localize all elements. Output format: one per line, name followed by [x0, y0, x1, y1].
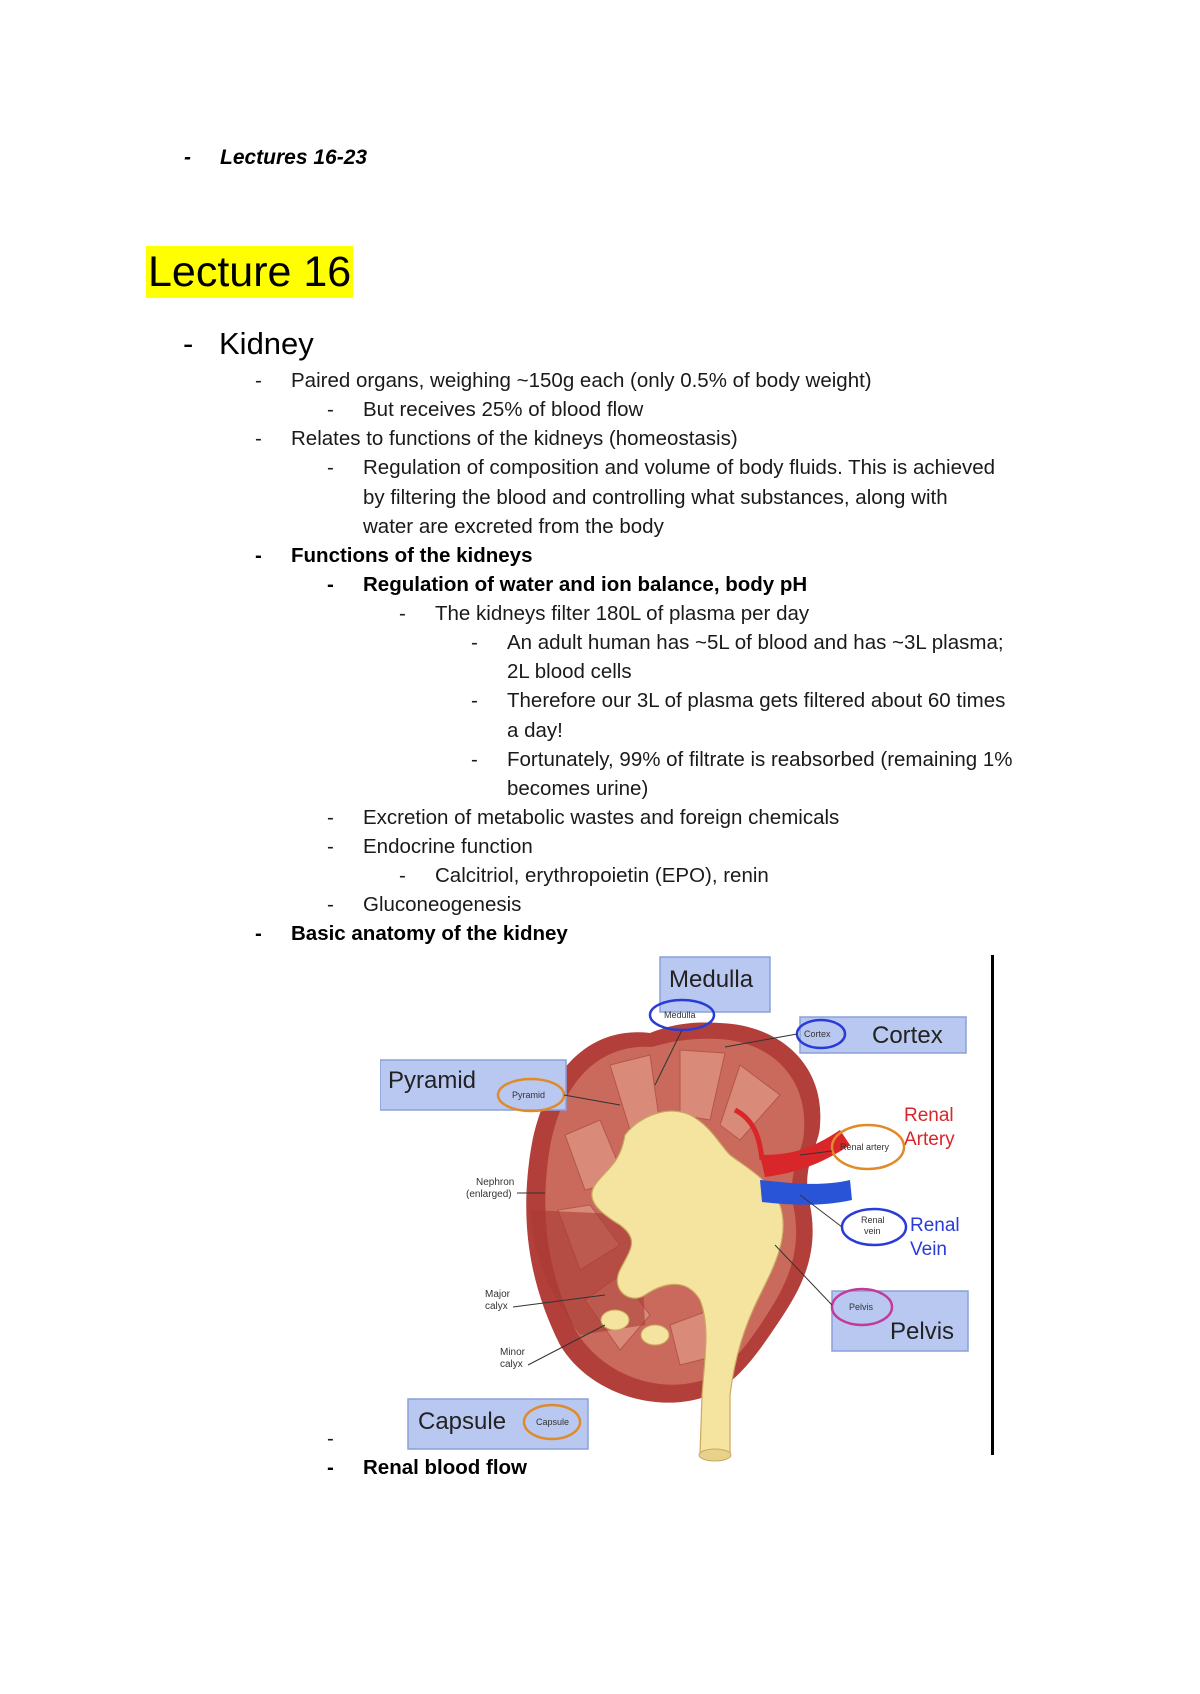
list-item-continuation: 2L blood cells — [507, 660, 632, 683]
svg-text:Renal: Renal — [861, 1215, 885, 1225]
svg-text:Minor: Minor — [500, 1347, 526, 1358]
svg-text:(enlarged): (enlarged) — [466, 1189, 512, 1200]
svg-text:Capsule: Capsule — [418, 1408, 507, 1435]
list-item-continuation: water are excreted from the body — [363, 515, 664, 538]
svg-text:Pelvis: Pelvis — [849, 1302, 874, 1312]
svg-text:Nephron: Nephron — [476, 1177, 515, 1188]
svg-text:Renal: Renal — [910, 1215, 960, 1236]
label-renal-vein — [800, 1195, 960, 1260]
svg-text:Renal: Renal — [904, 1105, 954, 1126]
label-capsule — [408, 1399, 588, 1449]
document-page: - Lectures 16-23 Lecture 16 - Kidney - Paired organs, weighing ~150g each (only 0.5% of body weight) - But receives 25% of blood flow - Relates to functions of the kidneys (homeostasis) - Regulation of composition and volume of body fluids. This is achieved by filtering the blood and controlling what substances, along with water are excreted from the body - Functions of the kidneys - Regulation of water and ion balance, body pH - The kidneys filter 180L of plasma per day - An adult human has ~5L of blood and has ~3L plasma; 2L blood cells - Therefore our 3L of plasma gets filtered about 60 times a day! - Fortunately, 99% of filtrate is reabsorbed (remaining 1% becomes urine) - Excretion of metabolic wastes and foreign chemicals - Endocrine function - Calcitriol, erythropoietin (EPO), renin - Gluconeogenesis - Basic anatomy of the kidney - - Renal blood flow Medulla Medulla Cortex Cortex Pyramid Pyramid Renal Artery Renal artery Renal Vein Renal vein Pelvis Pelvis Capsule Capsule Nephron (enlarged) Major calyx Minor calyx — [148, 146, 1013, 1479]
list-dash: - — [183, 326, 194, 361]
lectures-range-text: Lectures 16-23 — [220, 146, 368, 169]
lecture-heading: Lecture 16 — [148, 248, 352, 296]
svg-text:Major: Major — [485, 1289, 511, 1300]
svg-text:Cortex: Cortex — [804, 1029, 831, 1039]
svg-text:Vein: Vein — [910, 1239, 947, 1260]
kidney-anatomy-diagram — [380, 955, 1000, 1465]
kidney-heading-text: Kidney — [219, 326, 314, 361]
svg-text:Pyramid: Pyramid — [512, 1090, 546, 1100]
svg-text:Medulla: Medulla — [664, 1010, 696, 1020]
list-item-continuation: by filtering the blood and controlling what substances, along with — [363, 486, 948, 509]
list-dash: - — [184, 146, 191, 169]
svg-text:Pyramid: Pyramid — [388, 1067, 477, 1094]
svg-text:calyx: calyx — [485, 1301, 508, 1312]
svg-text:Pelvis: Pelvis — [890, 1318, 955, 1345]
list-item-continuation: becomes urine) — [507, 777, 649, 800]
svg-text:Capsule: Capsule — [536, 1417, 570, 1427]
svg-text:vein: vein — [864, 1226, 881, 1236]
svg-text:Renal artery: Renal artery — [840, 1142, 890, 1152]
svg-text:calyx: calyx — [500, 1359, 523, 1370]
svg-text:Cortex: Cortex — [872, 1022, 943, 1049]
list-item-continuation: a day! — [507, 719, 563, 742]
svg-text:Medulla: Medulla — [669, 966, 754, 993]
svg-text:Artery: Artery — [904, 1129, 955, 1150]
ureter-opening — [699, 1449, 731, 1461]
